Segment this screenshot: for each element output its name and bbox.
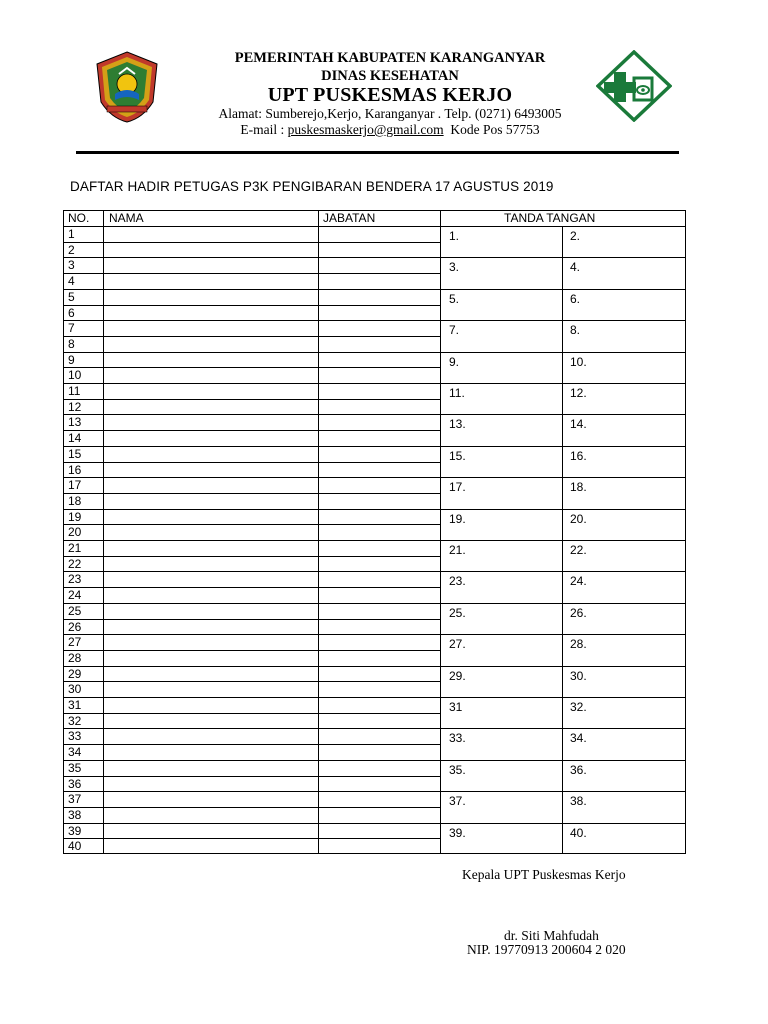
signature-row-border — [440, 257, 686, 258]
row-number: 2 — [68, 243, 75, 257]
table-column-border — [685, 210, 686, 854]
table-row-border — [63, 713, 440, 714]
row-number: 21 — [68, 541, 82, 555]
table-row-border — [63, 760, 440, 761]
signature-row-border — [440, 666, 686, 667]
signature-slot-label: 38. — [570, 794, 587, 808]
row-number: 18 — [68, 494, 82, 508]
signature-row-border — [440, 697, 686, 698]
row-number: 27 — [68, 635, 82, 649]
signature-slot-label: 4. — [570, 260, 581, 274]
row-number: 35 — [68, 761, 82, 775]
table-row-border — [63, 414, 440, 415]
table-row-border — [63, 477, 440, 478]
signature-slot-label: 29. — [449, 669, 466, 683]
row-number: 13 — [68, 415, 82, 429]
table-row-border — [63, 320, 440, 321]
row-number: 17 — [68, 478, 82, 492]
table-row-border — [63, 619, 440, 620]
table-row-border — [63, 603, 440, 604]
header-address: Alamat: Sumberejo,Kerjo, Karanganyar . Telp. (0271) 6493005 — [218, 106, 562, 121]
signature-slot-label: 22. — [570, 543, 587, 557]
signature-slot-label: 14. — [570, 417, 587, 431]
signature-row-border — [440, 477, 686, 478]
row-number: 34 — [68, 745, 82, 759]
email-link[interactable]: puskesmaskerjo@gmail.com — [287, 122, 444, 137]
header-divider — [76, 151, 679, 154]
signature-slot-label: 8. — [570, 323, 581, 337]
signature-slot-label: 26. — [570, 606, 587, 620]
row-number: 38 — [68, 808, 82, 822]
row-number: 16 — [68, 463, 82, 477]
table-row-border — [63, 666, 440, 667]
row-number: 25 — [68, 604, 82, 618]
signatory-role: Kepala UPT Puskesmas Kerjo — [462, 867, 626, 882]
table-row-border — [63, 399, 440, 400]
signature-row-border — [440, 446, 686, 447]
signature-slot-label: 32. — [570, 700, 587, 714]
table-row-border — [63, 838, 440, 839]
table-row-border — [63, 509, 440, 510]
table-row-border — [63, 352, 440, 353]
table-row-border — [63, 257, 440, 258]
row-number: 29 — [68, 667, 82, 681]
table-row-border — [63, 634, 440, 635]
table-row-border — [63, 823, 440, 824]
row-number: 26 — [68, 620, 82, 634]
row-number: 37 — [68, 792, 82, 806]
table-row-border — [63, 681, 440, 682]
header-organization-name: UPT PUSKESMAS KERJO — [267, 84, 513, 106]
signature-row-border — [440, 603, 686, 604]
row-number: 10 — [68, 368, 82, 382]
header-government-line: PEMERINTAH KABUPATEN KARANGANYAR — [234, 50, 546, 66]
signature-slot-label: 30. — [570, 669, 587, 683]
table-row-border — [63, 462, 440, 463]
signature-slot-label: 5. — [449, 292, 460, 306]
column-header-nama: NAMA — [109, 211, 144, 225]
signature-slot-label: 34. — [570, 731, 587, 745]
signature-row-border — [440, 320, 686, 321]
signature-slot-label: 31 — [449, 700, 463, 714]
signature-row-border — [440, 383, 686, 384]
row-number: 36 — [68, 777, 82, 791]
table-row-border — [63, 289, 440, 290]
postal-code: Kode Pos 57753 — [443, 122, 540, 137]
row-number: 12 — [68, 400, 82, 414]
row-number: 20 — [68, 525, 82, 539]
row-number: 8 — [68, 337, 75, 351]
row-number: 15 — [68, 447, 82, 461]
email-label: E-mail : — [240, 122, 288, 137]
header-contact-line — [170, 122, 610, 138]
signature-slot-label: 39. — [449, 826, 466, 840]
row-number: 32 — [68, 714, 82, 728]
table-row-border — [63, 540, 440, 541]
table-row-border — [63, 744, 440, 745]
table-row-border — [63, 571, 440, 572]
signature-slot-label: 33. — [449, 731, 466, 745]
table-row-border — [63, 493, 440, 494]
table-row-border — [63, 728, 440, 729]
column-header-jabatan: JABATAN — [323, 211, 376, 225]
karanganyar-regency-emblem-icon — [93, 50, 161, 124]
signature-slot-label: 27. — [449, 637, 466, 651]
signature-slot-label: 40. — [570, 826, 587, 840]
row-number: 23 — [68, 572, 82, 586]
table-row-border — [63, 242, 440, 243]
table-row-border — [63, 776, 440, 777]
table-row-border — [63, 587, 440, 588]
signature-slot-label: 20. — [570, 512, 587, 526]
row-number: 39 — [68, 824, 82, 838]
table-row-border — [63, 650, 440, 651]
signature-slot-label: 37. — [449, 794, 466, 808]
signatory-nip: NIP. 19770913 200604 2 020 — [467, 942, 626, 957]
column-header-no: NO. — [68, 211, 90, 225]
signature-row-border — [440, 791, 686, 792]
signature-slot-label: 3. — [449, 260, 460, 274]
signature-row-border — [440, 823, 686, 824]
signature-slot-label: 2. — [570, 229, 581, 243]
signature-slot-label: 24. — [570, 574, 587, 588]
row-number: 7 — [68, 321, 75, 335]
signatory-name: dr. Siti Mahfudah — [504, 928, 599, 943]
signature-slot-label: 17. — [449, 480, 466, 494]
signature-slot-label: 19. — [449, 512, 466, 526]
signature-slot-label: 36. — [570, 763, 587, 777]
signature-slot-label: 15. — [449, 449, 466, 463]
table-row-border — [63, 791, 440, 792]
signature-slot-label: 21. — [449, 543, 466, 557]
table-column-border — [103, 210, 104, 854]
signature-slot-label: 13. — [449, 417, 466, 431]
table-row-border — [63, 446, 440, 447]
table-row-border — [63, 697, 440, 698]
signature-row-border — [440, 540, 686, 541]
row-number: 22 — [68, 557, 82, 571]
signature-slot-label: 16. — [570, 449, 587, 463]
header-department-line: DINAS KESEHATAN — [321, 68, 459, 84]
signature-slot-label: 23. — [449, 574, 466, 588]
table-row-border — [63, 807, 440, 808]
table-row-border — [63, 383, 440, 384]
signature-slot-label: 12. — [570, 386, 587, 400]
signature-row-border — [440, 509, 686, 510]
signature-slot-label: 11. — [449, 386, 465, 400]
table-header-border — [63, 226, 686, 227]
row-number: 24 — [68, 588, 82, 602]
table-column-border — [440, 210, 441, 854]
signature-slot-label: 10. — [570, 355, 587, 369]
table-row-border — [63, 524, 440, 525]
signature-row-border — [440, 634, 686, 635]
row-number: 40 — [68, 839, 82, 853]
signature-row-border — [440, 571, 686, 572]
table-row-border — [63, 305, 440, 306]
row-number: 4 — [68, 274, 75, 288]
signature-slot-label: 7. — [449, 323, 460, 337]
signature-row-border — [440, 289, 686, 290]
table-column-border — [318, 210, 319, 854]
signature-slot-label: 18. — [570, 480, 587, 494]
signature-slot-label: 9. — [449, 355, 460, 369]
row-number: 6 — [68, 306, 75, 320]
signature-row-border — [440, 728, 686, 729]
table-row-border — [63, 430, 440, 431]
row-number: 1 — [68, 227, 75, 241]
table-column-border — [63, 210, 64, 854]
row-number: 28 — [68, 651, 82, 665]
table-row-border — [63, 556, 440, 557]
document-title: DAFTAR HADIR PETUGAS P3K PENGIBARAN BENDERA 17 AGUSTUS 2019 — [70, 179, 554, 194]
signature-row-border — [440, 414, 686, 415]
signature-slot-label: 28. — [570, 637, 587, 651]
signature-slot-label: 1. — [449, 229, 460, 243]
row-number: 3 — [68, 258, 75, 272]
row-number: 30 — [68, 682, 82, 696]
row-number: 11 — [68, 384, 81, 398]
table-bottom-border — [63, 853, 686, 854]
attendance-table — [63, 210, 686, 854]
table-row-border — [63, 336, 440, 337]
row-number: 31 — [68, 698, 82, 712]
signature-slot-label: 6. — [570, 292, 581, 306]
table-row-border — [63, 273, 440, 274]
signature-slot-label: 35. — [449, 763, 466, 777]
signature-slot-label: 25. — [449, 606, 466, 620]
signature-row-border — [440, 352, 686, 353]
row-number: 14 — [68, 431, 82, 445]
column-header-tanda-tangan: TANDA TANGAN — [504, 211, 596, 225]
table-row-border — [63, 367, 440, 368]
row-number: 9 — [68, 353, 75, 367]
signature-row-border — [440, 760, 686, 761]
row-number: 33 — [68, 729, 82, 743]
row-number: 5 — [68, 290, 75, 304]
row-number: 19 — [68, 510, 82, 524]
